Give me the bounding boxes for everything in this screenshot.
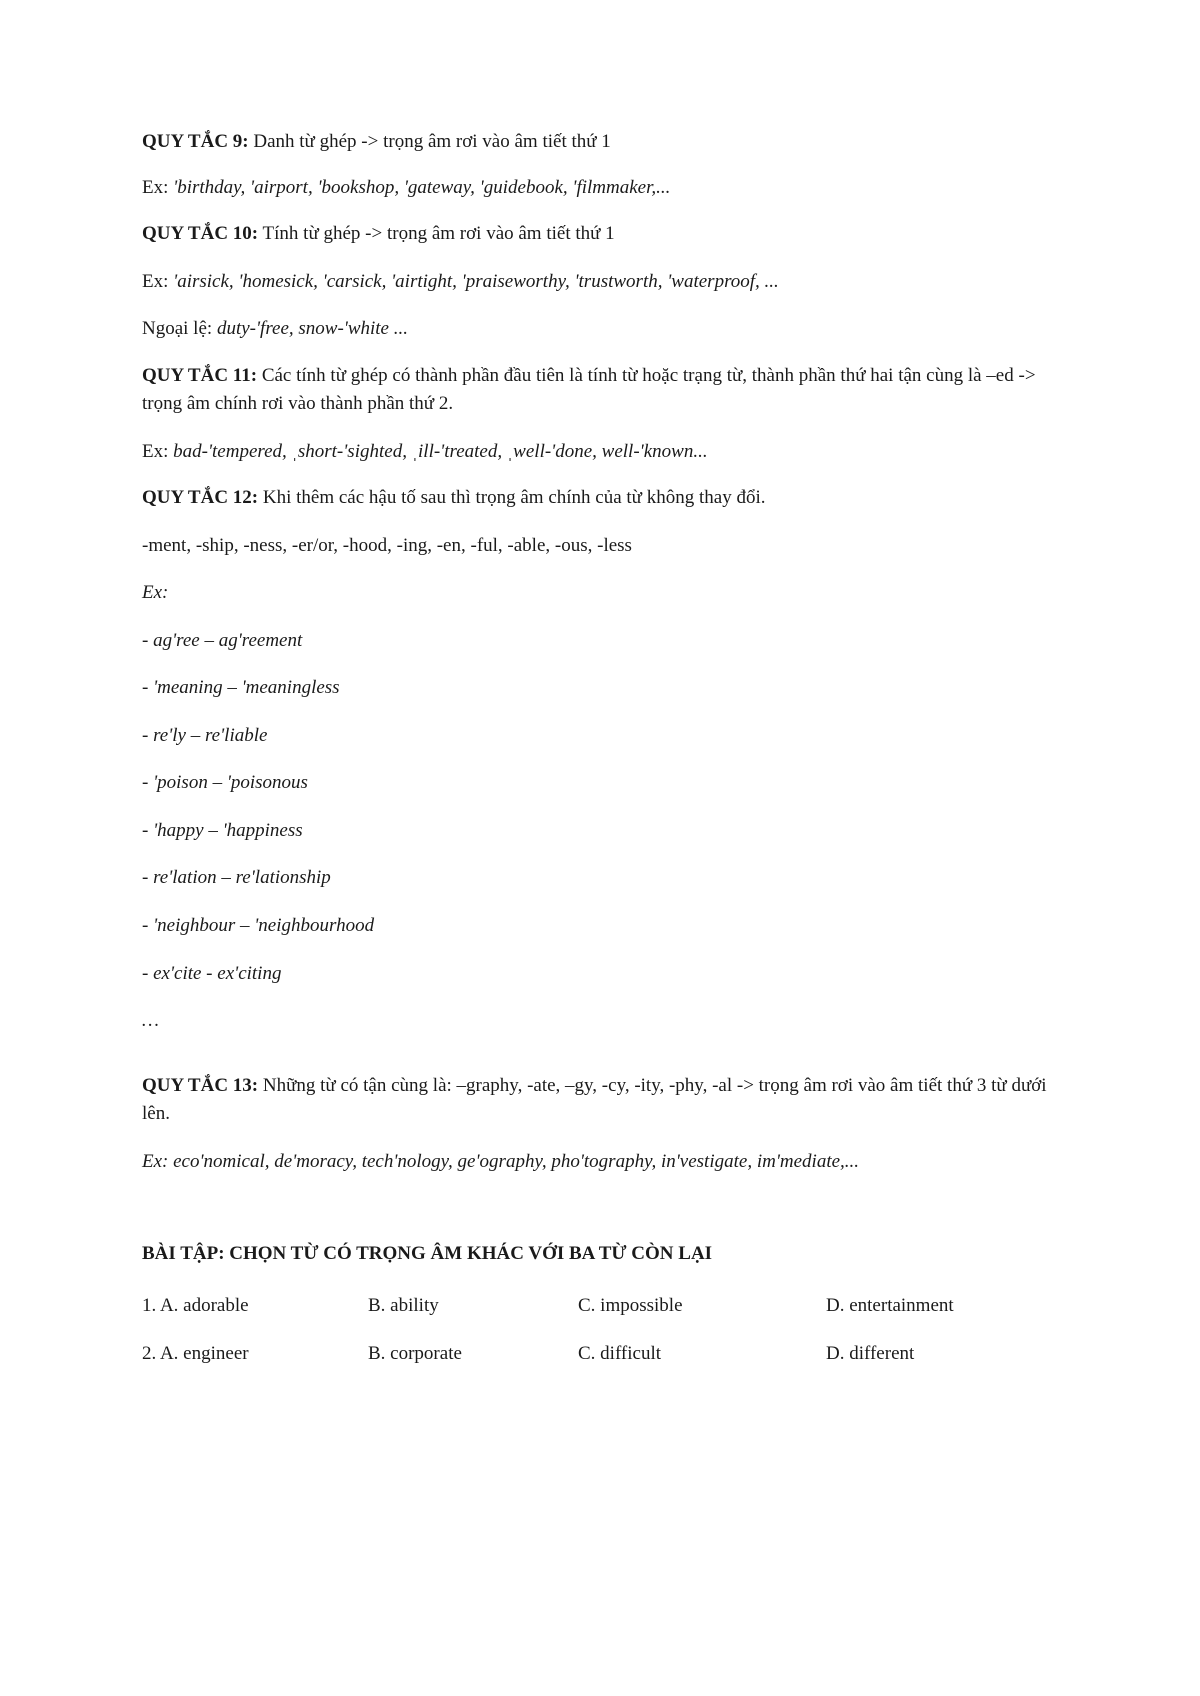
rule-11-example-text: bad-'tempered, ˌshort-'sighted, ˌill-'treated, ˌwell-'done, well-'known... [173, 441, 708, 462]
rule-12-example-item: - 'neighbour – 'neighbourhood [142, 915, 375, 936]
rule-11 [142, 362, 1062, 418]
exercise-title: BÀI TẬP: CHỌN TỪ CÓ TRỌNG ÂM KHÁC VỚI BA TỪ CÒN LẠI [142, 1243, 713, 1264]
rule-12-ellipsis: … [142, 1010, 159, 1031]
question-2-option-d: D. different [826, 1343, 915, 1364]
rule-10-exception-prefix: Ngoại lệ: [142, 318, 217, 339]
rule-9 [142, 128, 1072, 156]
rule-9-example-prefix: Ex: [142, 177, 174, 198]
question-1-option-b: B. ability [368, 1295, 439, 1316]
question-2-option-c: C. difficult [578, 1343, 662, 1364]
rule-10-example-prefix: Ex: [142, 271, 174, 292]
rule-10-label: QUY TẮC 10: [142, 223, 259, 244]
rule-9-example [142, 174, 1072, 202]
question-1-option-c: C. impossible [578, 1295, 683, 1316]
rule-10-text: Tính từ ghép -> trọng âm rơi vào âm tiết thứ 1 [258, 223, 615, 244]
rule-13-example: Ex: eco'nomical, de'moracy, tech'nology, ge'ography, pho'tography, in'vestigate, im'mediate,... [142, 1151, 860, 1172]
question-1-option-a: 1. A. adorable [142, 1295, 249, 1316]
rule-12-example-item: - 'poison – 'poisonous [142, 772, 308, 793]
rule-11-example-prefix: Ex: [142, 441, 174, 462]
rule-11-label: QUY TẮC 11: [142, 365, 258, 386]
rule-13 [142, 1072, 1072, 1128]
rule-12 [142, 484, 1072, 512]
rule-11-example [142, 438, 1072, 466]
rule-12-example-item: - ex'cite - ex'citing [142, 963, 282, 984]
question-2-option-a: 2. A. engineer [142, 1343, 249, 1364]
rule-13-text: Những từ có tận cùng là: –graphy, -ate, –gy, -cy, -ity, -phy, -al -> trọng âm rơi vào âm tiết thứ 3 từ dưới lên. [142, 1075, 1047, 1124]
rule-12-example-label: Ex: [142, 582, 169, 603]
rule-9-example-text: 'birthday, 'airport, 'bookshop, 'gateway, 'guidebook, 'filmmaker,... [173, 177, 671, 198]
rule-10-exception [142, 315, 1072, 343]
rule-10 [142, 220, 1072, 248]
rule-12-text: Khi thêm các hậu tố sau thì trọng âm chính của từ không thay đổi. [258, 487, 766, 508]
rule-12-example-item: - ag'ree – ag'reement [142, 630, 303, 651]
rule-10-example [142, 268, 1072, 296]
rule-13-label: QUY TẮC 13: [142, 1075, 259, 1096]
rule-12-example-item: - re'ly – re'liable [142, 725, 268, 746]
rule-12-suffixes: -ment, -ship, -ness, -er/or, -hood, -ing, -en, -ful, -able, -ous, -less [142, 535, 632, 556]
question-1-option-d: D. entertainment [826, 1295, 954, 1316]
rule-9-label: QUY TẮC 9: [142, 131, 249, 152]
rule-12-label: QUY TẮC 12: [142, 487, 259, 508]
question-2-option-b: B. corporate [368, 1343, 462, 1364]
rule-10-exception-text: duty-'free, snow-'white ... [216, 318, 408, 339]
rule-10-example-text: 'airsick, 'homesick, 'carsick, 'airtight, 'praiseworthy, 'trustworth, 'waterproof, ... [173, 271, 779, 292]
rule-9-text: Danh từ ghép -> trọng âm rơi vào âm tiết thứ 1 [248, 131, 611, 152]
rule-11-text: Các tính từ ghép có thành phần đầu tiên là tính từ hoặc trạng từ, thành phần thứ hai tận cùng là –ed -> trọng âm chính rơi vào thành phần thứ 2. [142, 365, 1036, 414]
rule-12-example-item: - 'meaning – 'meaningless [142, 677, 340, 698]
rule-12-example-item: - 'happy – 'happiness [142, 820, 303, 841]
rule-12-example-item: - re'lation – re'lationship [142, 867, 331, 888]
